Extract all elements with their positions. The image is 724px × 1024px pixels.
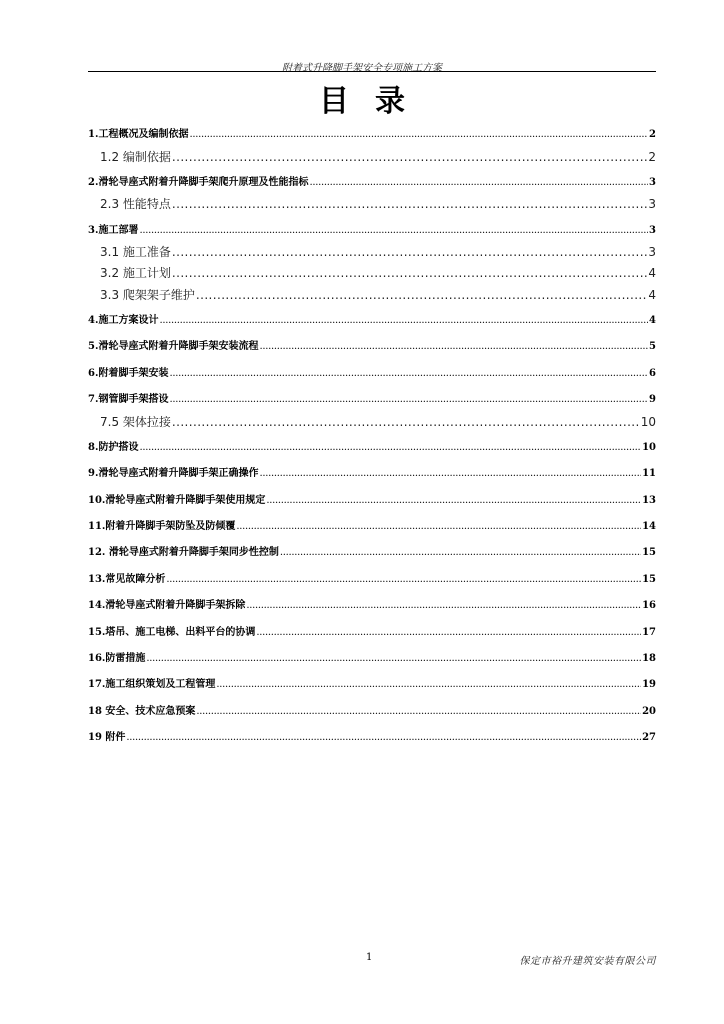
toc-entry-page: 20: [642, 705, 656, 717]
toc-subentry[interactable]: [88, 408, 656, 429]
toc-entry-page: 10: [642, 441, 656, 453]
toc-entry-page: 3: [648, 197, 656, 212]
toc-dot-leader: [169, 366, 648, 382]
header-title: 附着式升降脚手架安全专项施工方案: [282, 63, 442, 74]
toc-subentry[interactable]: [88, 239, 656, 260]
toc-dot-leader: [196, 287, 647, 303]
toc-dot-leader: [139, 440, 641, 456]
toc-entry-label: 6.附着脚手架安装: [88, 367, 169, 379]
toc-entry-label: 12. 滑轮导座式附着升降脚手架同步性控制: [88, 547, 279, 559]
footer-page-number: 1: [366, 952, 373, 963]
toc-dot-leader: [259, 466, 641, 482]
toc-entry-page: 15: [642, 573, 656, 585]
toc-entry[interactable]: [88, 614, 656, 640]
toc-entry-page: 4: [648, 266, 656, 281]
toc-entry[interactable]: [88, 212, 656, 238]
toc-entry-page: 16: [642, 600, 656, 612]
toc-entry-page: 4: [648, 287, 656, 302]
toc-entry-label: 18 安全、技术应急预案: [88, 705, 196, 717]
toc-dot-leader: [172, 265, 647, 281]
toc-entry-label: 14.滑轮导座式附着升降脚手架拆除: [88, 600, 246, 612]
toc-dot-leader: [169, 392, 648, 408]
toc-entry-label: 5.滑轮导座式附着升降脚手架安装流程: [88, 341, 259, 353]
toc-dot-leader: [236, 519, 641, 535]
toc-subentry[interactable]: [88, 143, 656, 164]
footer-company: 保定市裕升建筑安装有限公司: [519, 956, 656, 967]
toc-entry-label: 2.3 性能特点: [100, 197, 171, 212]
toc-entry-label: 17.施工组织策划及工程管理: [88, 679, 216, 691]
toc-entry[interactable]: [88, 720, 656, 746]
toc-entry[interactable]: [88, 535, 656, 561]
toc-entry-label: 1.工程概况及编制依据: [88, 129, 189, 141]
toc-dot-leader: [196, 704, 641, 720]
toc-entry-label: 3.2 施工计划: [100, 266, 171, 281]
toc-dot-leader: [126, 730, 641, 746]
toc-entry-label: 13.常见故障分析: [88, 573, 166, 585]
toc-entry-label: 9.滑轮导座式附着升降脚手架正确操作: [88, 468, 259, 480]
toc-subentry[interactable]: [88, 260, 656, 281]
toc-entry[interactable]: [88, 303, 656, 329]
toc-entry-label: 2.滑轮导座式附着升降脚手架爬升原理及性能指标: [88, 177, 309, 189]
header-divider: [88, 71, 656, 72]
toc-entry-page: 3: [649, 224, 656, 236]
toc-entry-label: 16.防雷措施: [88, 653, 146, 665]
toc-entry-label: 7.钢管脚手架搭设: [88, 394, 169, 406]
toc-entry[interactable]: [88, 456, 656, 482]
toc-entry-label: 1.2 编制依据: [100, 149, 171, 164]
toc-entry-page: 4: [649, 315, 656, 327]
toc-dot-leader: [256, 625, 641, 641]
toc-entry-page: 14: [642, 521, 656, 533]
toc-entry-label: 3.1 施工准备: [100, 245, 171, 260]
toc-entry-page: 17: [642, 626, 656, 638]
toc-entry[interactable]: [88, 117, 656, 143]
toc-entry-page: 2: [648, 149, 656, 164]
toc-entry-label: 11.附着升降脚手架防坠及防倾覆: [88, 521, 236, 533]
toc-entry-page: 15: [642, 547, 656, 559]
toc-entry[interactable]: [88, 355, 656, 381]
toc-entry-page: 27: [642, 732, 656, 744]
toc-entry-label: 4.施工方案设计: [88, 315, 159, 327]
toc-entry[interactable]: [88, 588, 656, 614]
toc-entry[interactable]: [88, 667, 656, 693]
toc-entry-page: 19: [642, 679, 656, 691]
toc-entry-page: 6: [649, 367, 656, 379]
toc-entry-label: 3.3 爬架架子维护: [100, 287, 195, 302]
toc-entry-page: 3: [648, 245, 656, 260]
toc-dot-leader: [216, 677, 641, 693]
toc-entry[interactable]: [88, 329, 656, 355]
toc-dot-leader: [280, 545, 641, 561]
toc-entry-label: 3.施工部署: [88, 224, 139, 236]
toc-entry[interactable]: [88, 165, 656, 191]
toc-entry[interactable]: [88, 430, 656, 456]
table-of-contents: [88, 117, 656, 746]
toc-entry-page: 9: [649, 394, 656, 406]
toc-entry[interactable]: [88, 482, 656, 508]
toc-entry-page: 5: [649, 341, 656, 353]
toc-entry[interactable]: [88, 382, 656, 408]
toc-entry-page: 10: [640, 414, 656, 429]
toc-dot-leader: [146, 651, 641, 667]
toc-dot-leader: [166, 572, 641, 588]
toc-entry[interactable]: [88, 693, 656, 719]
toc-title: 目录: [319, 84, 431, 119]
toc-entry-label: 7.5 架体拉接: [100, 414, 171, 429]
toc-dot-leader: [266, 493, 641, 509]
toc-subentry[interactable]: [88, 191, 656, 212]
toc-dot-leader: [172, 414, 640, 430]
toc-entry-page: 11: [642, 468, 656, 480]
toc-dot-leader: [246, 598, 641, 614]
toc-dot-leader: [259, 339, 648, 355]
toc-entry-label: 15.塔吊、施工电梯、出料平台的协调: [88, 626, 256, 638]
toc-entry-label: 10.滑轮导座式附着升降脚手架使用规定: [88, 494, 266, 506]
toc-dot-leader: [172, 196, 647, 212]
toc-entry-page: 18: [642, 653, 656, 665]
toc-entry[interactable]: [88, 509, 656, 535]
toc-entry-page: 3: [649, 177, 656, 189]
toc-entry-label: 8.防护搭设: [88, 441, 139, 453]
toc-entry-page: 2: [649, 129, 656, 141]
toc-dot-leader: [309, 175, 648, 191]
toc-subentry[interactable]: [88, 281, 656, 302]
toc-dot-leader: [172, 244, 647, 260]
toc-dot-leader: [159, 313, 648, 329]
toc-dot-leader: [189, 127, 648, 143]
toc-dot-leader: [172, 149, 647, 165]
toc-entry-label: 19 附件: [88, 732, 126, 744]
toc-entry[interactable]: [88, 561, 656, 587]
toc-dot-leader: [139, 223, 648, 239]
toc-entry[interactable]: [88, 641, 656, 667]
toc-entry-page: 13: [642, 494, 656, 506]
